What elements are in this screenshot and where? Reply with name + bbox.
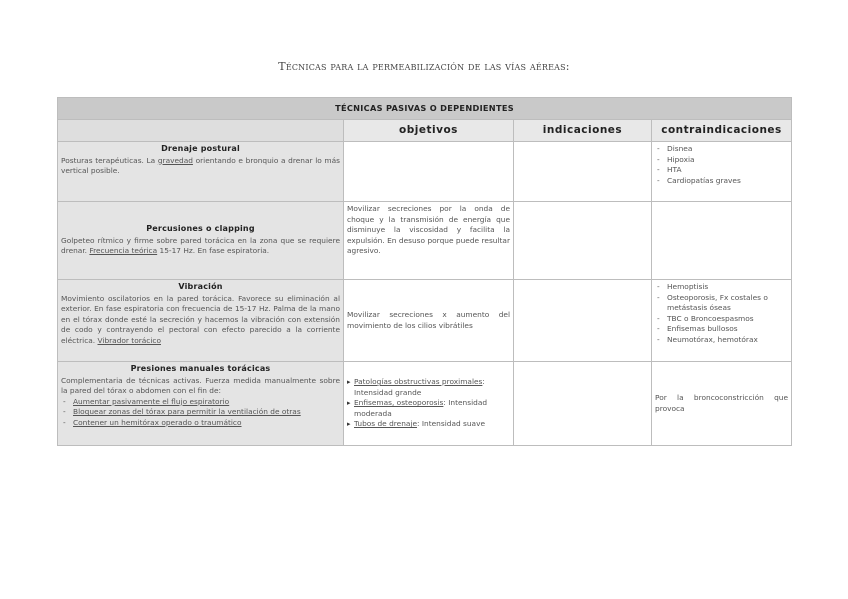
list-item[interactable]: - Aumentar pasivamente el flujo espiratorio [61, 397, 340, 408]
list-item: - TBC o Broncoespasmos [655, 314, 788, 325]
column-header-contraindicaciones: contraindicaciones [652, 120, 792, 142]
indicaciones-cell [514, 280, 652, 362]
technique-title: Vibración [178, 282, 223, 291]
contraindicaciones-cell [652, 280, 792, 362]
technique-cell [58, 280, 344, 362]
objetivo-link[interactable]: Enfisemas, osteoporosis [354, 398, 444, 408]
list-item[interactable]: - Bloquear zonas del tórax para permitir la ventilación de otras [61, 407, 340, 418]
indicaciones-cell [514, 362, 652, 446]
technique-desc: Complementaria de técnicas activas. Fuerza medida manualmente sobre la pared del tórax o abdomen con el fin de: [61, 375, 340, 396]
list-item: - Osteoporosis, Fx costales o metástasis óseas [655, 293, 788, 314]
objetivo-link[interactable]: Patologías obstructivas proximales [354, 377, 483, 387]
list-item [347, 377, 510, 398]
technique-link[interactable]: Vibrador torácico [97, 335, 161, 345]
page-title: Técnicas para la permeabilización de las vías aéreas: [278, 60, 570, 73]
technique-title: Presiones manuales torácicas [130, 364, 271, 373]
objetivo-text: : Intensidad moderada [354, 398, 488, 418]
technique-desc: 15-17 Hz. En fase espiratoria. [157, 246, 270, 256]
contraindicaciones-cell [652, 142, 792, 202]
objetivos-cell: Movilizar secreciones x aumento del movimiento de los cilios vibrátiles [344, 280, 514, 362]
table-row [58, 202, 792, 280]
table-header: TÉCNICAS PASIVAS O DEPENDIENTES [58, 98, 792, 120]
list-item: - Hipoxia [655, 155, 788, 166]
technique-title: Percusiones o clapping [146, 224, 255, 234]
objetivo-text: : Intensidad suave [417, 419, 485, 429]
technique-link[interactable]: Frecuencia teórica [89, 246, 158, 256]
column-header-indicaciones: indicaciones [514, 120, 652, 142]
list-item: - Enfisemas bullosos [655, 324, 788, 335]
contraindicaciones-cell: Por la broncoconstricción que provoca [652, 362, 792, 446]
table-row [58, 142, 792, 202]
technique-desc: orientando e bronquio a drenar lo más vertical posible. [61, 155, 341, 176]
list-item [347, 398, 510, 419]
list-item: - Cardiopatías graves [655, 176, 788, 187]
objetivo-text: : Intensidad grande [354, 377, 485, 397]
column-header-objetivos: objetivos [344, 120, 514, 142]
technique-cell [58, 142, 344, 202]
list-item: - HTA [655, 165, 788, 176]
technique-desc: Golpeteo rítmico y firme sobre pared torácica en la zona que se requiere drenar. [61, 235, 340, 256]
list-item[interactable]: - Contener un hemitórax operado o traumático [61, 418, 340, 429]
techniques-table [57, 97, 792, 446]
indicaciones-cell [514, 142, 652, 202]
objetivo-link[interactable]: Tubos de drenaje [354, 419, 418, 429]
technique-desc: Posturas terapéuticas. La [61, 155, 158, 165]
list-item: - Neumotórax, hemotórax [655, 335, 788, 346]
table-row [58, 280, 792, 362]
contraindicaciones-cell [652, 202, 792, 280]
table-row [58, 362, 792, 446]
objetivos-cell [344, 362, 514, 446]
technique-cell [58, 202, 344, 280]
objetivos-cell: Movilizar secreciones por la onda de choque y la transmisión de energía que disminuye la viscosidad y facilita la expulsión. En desuso porque puede resultar agresivo. [344, 202, 514, 280]
list-item: - Hemoptisis [655, 282, 788, 293]
indicaciones-cell [514, 202, 652, 280]
technique-link[interactable]: gravedad [157, 155, 193, 165]
technique-title: Drenaje postural [161, 144, 240, 153]
technique-desc: Movimiento oscilatorios en la pared torácica. Favorece su eliminación al exterior. En fase espiratoria con frecuencia de 15-17 Hz. Palma de la mano en el tórax donde esté la secreción y hacemos la vibración con extensión de codo y contrayendo el pectoral con efecto parecido a la corriente eléctrica. [61, 293, 340, 345]
header-blank-cell [58, 120, 344, 142]
list-item [347, 419, 510, 430]
list-item: - Disnea [655, 144, 788, 155]
technique-cell [58, 362, 344, 446]
objetivos-cell [344, 142, 514, 202]
